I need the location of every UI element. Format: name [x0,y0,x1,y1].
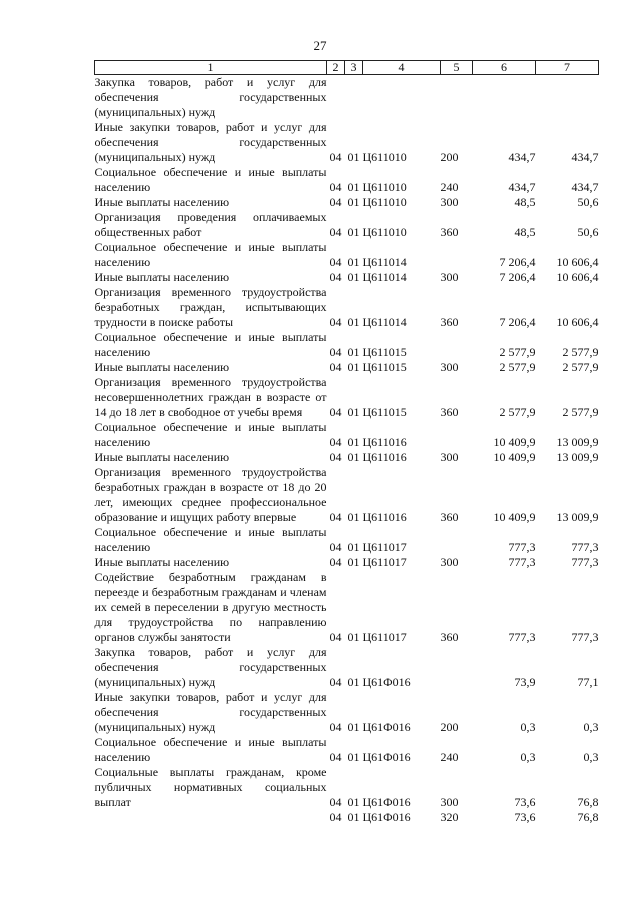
subsection-code: 01 [347,810,360,824]
row-description: Социальное обеспечение и иные выплаты населению [94,525,327,554]
amount-year-1: 7 206,4 [499,255,536,269]
section-code: 04 [329,675,342,689]
section-code: 04 [329,720,342,734]
expense-type-code [441,330,473,360]
column-header-1: 1 [95,61,327,75]
expense-type-code [441,525,473,555]
table-row [95,270,599,285]
amount-year-1: 434,7 [508,150,536,164]
header-row [95,61,599,75]
row-description: Иные выплаты населению [94,555,230,569]
subsection-code: 01 [347,360,360,374]
amount-year-1: 777,3 [508,540,536,554]
row-description: Иные закупки товаров, работ и услуг для обеспечения государственных (муниципальных) нужд [94,690,327,734]
column-header-6: 6 [473,61,536,75]
target-article-code: Ц611010 [362,180,407,194]
amount-year-1: 48,5 [514,225,536,239]
target-article-code: Ц611015 [362,360,407,374]
row-description: Социальное обеспечение и иные выплаты населению [94,165,327,194]
subsection-code: 01 [347,555,360,569]
expense-type-code [441,240,473,270]
amount-year-2: 50,6 [577,195,599,209]
amount-year-1: 0,3 [520,720,536,734]
amount-year-2: 10 606,4 [556,315,599,329]
row-description: Социальные выплаты гражданам, кроме публичных нормативных социальных выплат [94,765,327,809]
expense-type-code: 360 [440,225,459,239]
subsection-code: 01 [347,795,360,809]
subsection-code: 01 [347,180,360,194]
column-header-4: 4 [363,61,441,75]
subsection-code: 01 [347,405,360,419]
amount-year-2: 76,8 [577,795,599,809]
column-header-7: 7 [536,61,599,75]
target-article-code: Ц611015 [362,345,407,359]
amount-year-2: 77,1 [577,675,599,689]
amount-year-2: 13 009,9 [556,450,599,464]
expense-type-code [441,75,473,121]
target-article-code: Ц61Ф016 [362,750,411,764]
expense-type-code: 300 [440,360,459,374]
amount-year-1 [473,75,536,121]
table-row [95,765,599,810]
table-row [95,120,599,165]
table-row [95,420,599,450]
row-description: Организация проведения оплачиваемых общественных работ [94,210,327,239]
amount-year-2: 2 577,9 [562,405,599,419]
expense-type-code: 300 [440,270,459,284]
amount-year-2: 0,3 [583,750,599,764]
page-number: 27 [313,38,327,53]
column-header-3: 3 [345,61,363,75]
section-code: 04 [329,450,342,464]
table-row [95,210,599,240]
amount-year-2: 777,3 [571,630,599,644]
amount-year-2 [536,75,599,121]
row-description: Организация временного трудоустройства несовершеннолетних граждан в возрасте от 14 до 18 лет в свободное от учебы время [94,375,327,419]
row-description: Социальное обеспечение и иные выплаты населению [94,420,327,449]
table-row [95,555,599,570]
row-description: Иные выплаты населению [94,195,230,209]
row-description: Организация временного трудоустройства безработных граждан в возрасте от 18 до 20 лет, имеющих среднее профессиональное образование и ищущих работу впервые [94,465,327,524]
expense-type-code: 320 [440,810,459,824]
subsection-code: 01 [347,255,360,269]
subsection-code: 01 [347,450,360,464]
amount-year-1: 73,6 [514,795,536,809]
section-code [327,75,345,121]
column-header-5: 5 [441,61,473,75]
row-description: Социальное обеспечение и иные выплаты населению [94,330,327,359]
row-description [95,810,327,825]
section-code: 04 [329,435,342,449]
table-row [95,810,599,825]
target-article-code: Ц61Ф016 [362,675,411,689]
expense-type-code: 200 [440,720,459,734]
amount-year-2: 76,8 [577,810,599,824]
amount-year-1: 73,6 [514,810,536,824]
amount-year-1: 73,9 [514,675,536,689]
table-row [95,360,599,375]
target-article-code: Ц611010 [362,195,407,209]
table-row [95,645,599,690]
expense-type-code: 360 [440,510,459,524]
target-article-code: Ц611016 [362,510,407,524]
amount-year-2: 434,7 [571,180,599,194]
expense-type-code: 360 [440,630,459,644]
amount-year-2: 10 606,4 [556,255,599,269]
target-article-code: Ц611017 [362,540,407,554]
budget-table [94,60,599,825]
target-article-code: Ц611010 [362,150,407,164]
amount-year-1: 2 577,9 [499,345,536,359]
amount-year-1: 2 577,9 [499,405,536,419]
row-description: Социальное обеспечение и иные выплаты населению [94,735,327,764]
subsection-code: 01 [347,750,360,764]
column-header-2: 2 [327,61,345,75]
section-code: 04 [329,195,342,209]
section-code: 04 [329,345,342,359]
section-code: 04 [329,255,342,269]
amount-year-1: 777,3 [508,555,536,569]
target-article-code [363,75,441,121]
amount-year-1: 0,3 [520,750,536,764]
row-description: Содействие безработным гражданам в переезде и безработным гражданам и членам их семей в переселении в другую местность для трудоустройства по направлению органов службы занятости [94,570,327,644]
amount-year-1: 48,5 [514,195,536,209]
target-article-code: Ц61Ф016 [362,810,411,824]
amount-year-1: 434,7 [508,180,536,194]
expense-type-code: 200 [440,150,459,164]
amount-year-2: 13 009,9 [556,435,599,449]
subsection-code: 01 [347,630,360,644]
subsection-code: 01 [347,540,360,554]
expense-type-code [441,420,473,450]
expense-type-code: 300 [440,195,459,209]
section-code: 04 [329,630,342,644]
table-row [95,240,599,270]
table-row [95,330,599,360]
subsection-code: 01 [347,720,360,734]
table-row [95,525,599,555]
amount-year-2: 434,7 [571,150,599,164]
section-code: 04 [329,270,342,284]
amount-year-2: 777,3 [571,555,599,569]
section-code: 04 [329,795,342,809]
amount-year-1: 10 409,9 [493,435,536,449]
row-description: Иные выплаты населению [94,450,230,464]
amount-year-2: 777,3 [571,540,599,554]
row-description: Закупка товаров, работ и услуг для обеспечения государственных (муниципальных) нужд [94,75,327,119]
subsection-code: 01 [347,225,360,239]
subsection-code: 01 [347,150,360,164]
subsection-code: 01 [347,270,360,284]
amount-year-2: 50,6 [577,225,599,239]
amount-year-2: 2 577,9 [562,345,599,359]
section-code: 04 [329,750,342,764]
target-article-code: Ц611017 [362,555,407,569]
expense-type-code [441,645,473,690]
table-row [95,75,599,121]
subsection-code: 01 [347,195,360,209]
table-row [95,690,599,735]
amount-year-1: 7 206,4 [499,270,536,284]
table-row [95,570,599,645]
target-article-code: Ц611010 [362,225,407,239]
target-article-code: Ц611016 [362,450,407,464]
amount-year-2: 0,3 [583,720,599,734]
section-code: 04 [329,180,342,194]
target-article-code: Ц611015 [362,405,407,419]
section-code: 04 [329,540,342,554]
subsection-code: 01 [347,510,360,524]
subsection-code: 01 [347,675,360,689]
row-description: Иные выплаты населению [94,270,230,284]
amount-year-2: 13 009,9 [556,510,599,524]
target-article-code: Ц611014 [362,270,407,284]
expense-type-code: 240 [440,180,459,194]
amount-year-1: 2 577,9 [499,360,536,374]
target-article-code: Ц611014 [362,255,407,269]
expense-type-code: 240 [440,750,459,764]
section-code: 04 [329,555,342,569]
amount-year-2: 2 577,9 [562,360,599,374]
target-article-code: Ц611016 [362,435,407,449]
table-row [95,375,599,420]
section-code: 04 [329,360,342,374]
amount-year-1: 10 409,9 [493,450,536,464]
subsection-code [345,75,363,121]
row-description: Организация временного трудоустройства безработных граждан, испытывающих трудности в поиске работы [94,285,327,329]
target-article-code: Ц61Ф016 [362,795,411,809]
subsection-code: 01 [347,435,360,449]
section-code: 04 [329,510,342,524]
row-description: Иные выплаты населению [94,360,230,374]
section-code: 04 [329,225,342,239]
subsection-code: 01 [347,345,360,359]
target-article-code: Ц611014 [362,315,407,329]
section-code: 04 [329,315,342,329]
row-description: Социальное обеспечение и иные выплаты населению [94,240,327,269]
section-code: 04 [329,810,342,824]
table-row [95,465,599,525]
table-row [95,195,599,210]
amount-year-1: 7 206,4 [499,315,536,329]
expense-type-code: 360 [440,315,459,329]
amount-year-1: 10 409,9 [493,510,536,524]
target-article-code: Ц611017 [362,630,407,644]
table-row [95,285,599,330]
expense-type-code: 300 [440,450,459,464]
table-row [95,450,599,465]
amount-year-2: 10 606,4 [556,270,599,284]
target-article-code: Ц61Ф016 [362,720,411,734]
expense-type-code: 300 [440,555,459,569]
amount-year-1: 777,3 [508,630,536,644]
expense-type-code: 300 [440,795,459,809]
table-row [95,165,599,195]
section-code: 04 [329,405,342,419]
expense-type-code: 360 [440,405,459,419]
row-description: Иные закупки товаров, работ и услуг для обеспечения государственных (муниципальных) нужд [94,120,327,164]
table-row [95,735,599,765]
section-code: 04 [329,150,342,164]
subsection-code: 01 [347,315,360,329]
row-description: Закупка товаров, работ и услуг для обеспечения государственных (муниципальных) нужд [94,645,327,689]
